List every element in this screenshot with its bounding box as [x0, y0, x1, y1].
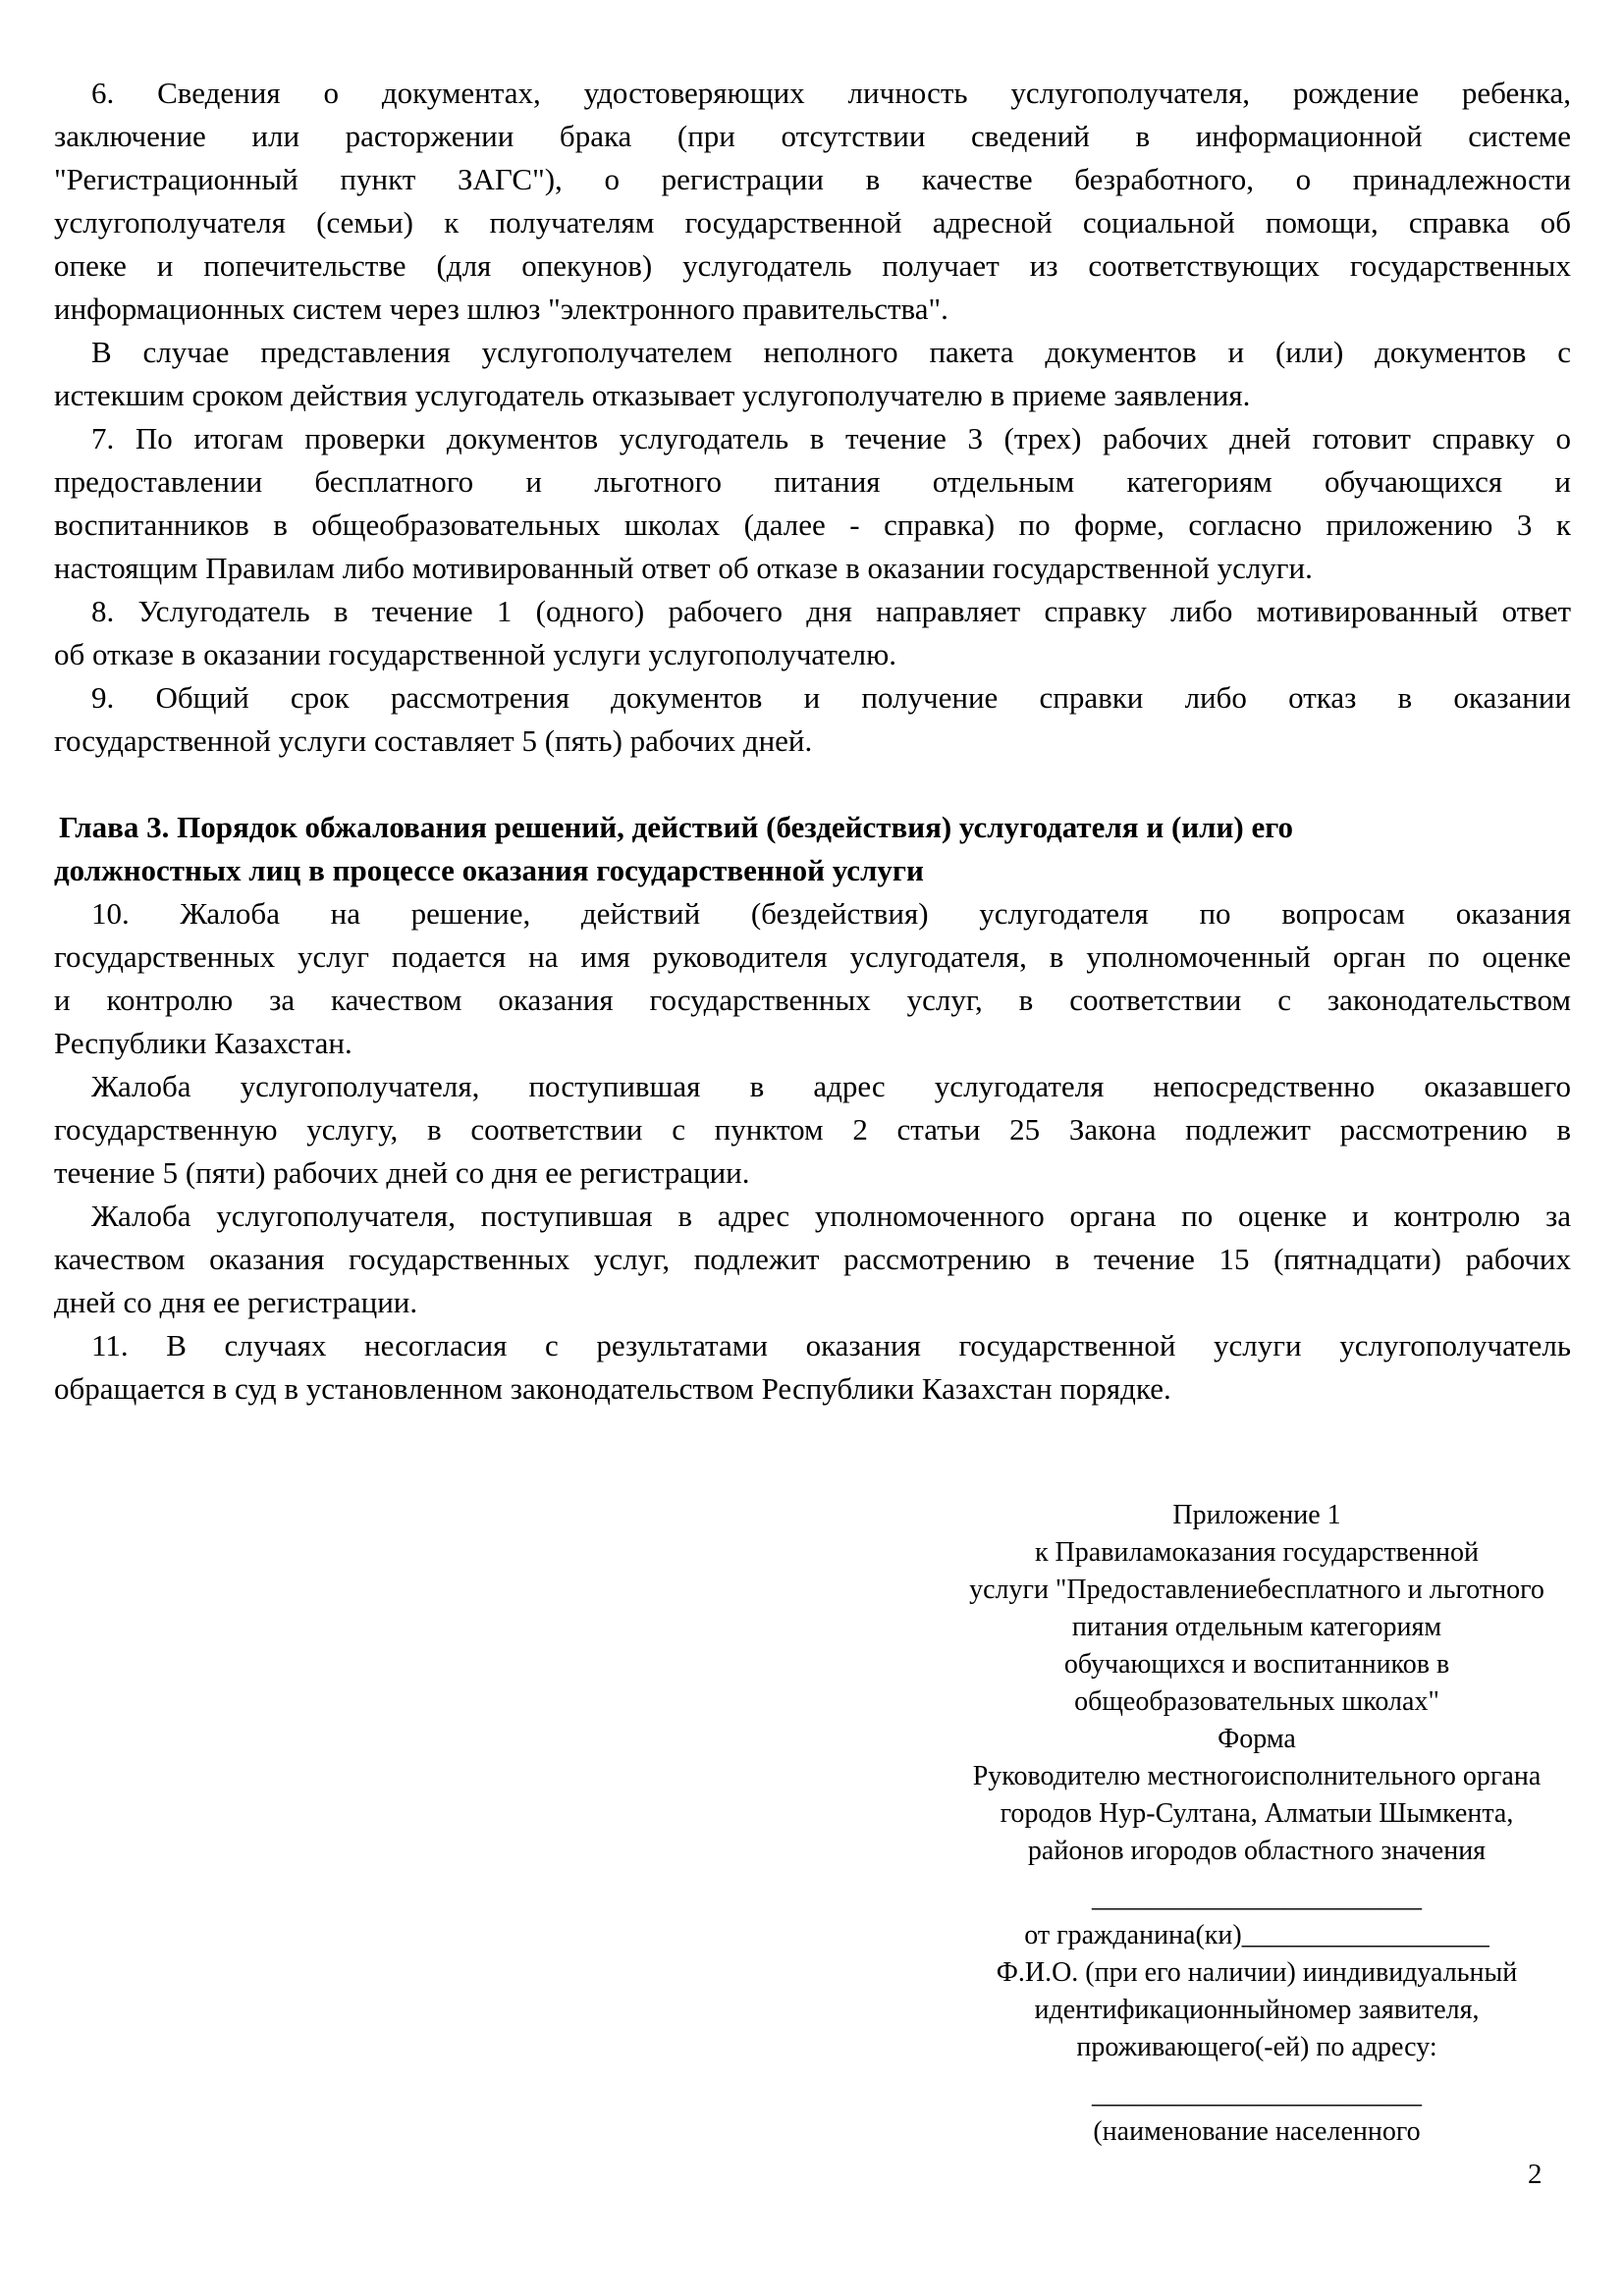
appendix-text-line: от гражданина(ки)__________________ [1024, 1920, 1489, 1950]
paragraph-9 [54, 676, 1571, 763]
text-line: качеством оказания государственных услуг, подлежит рассмотрению в течение 15 (пятнадцати) рабочих [54, 1242, 1571, 1276]
appendix-text-line: обучающихся и воспитанников в [1063, 1649, 1450, 1680]
text-line: услугополучателя (семьи) к получателям государственной адресной социальной помощи, справка об [54, 205, 1571, 240]
text-line: Глава 3. Порядок обжалования решений, действий (бездействия) услугодателя и (или) его [59, 810, 1294, 844]
text-line: Жалоба услугополучателя, поступившая в адрес услугодателя непосредственно оказавшего [91, 1069, 1571, 1103]
appendix-block [962, 1497, 1551, 2151]
text-line: информационных систем через шлюз "электронного правительства". [54, 292, 948, 326]
text-line: государственных услуг подается на имя руководителя услугодателя, в уполномоченный орган по оценке [54, 939, 1571, 974]
appendix-text-line: Ф.И.О. (при его наличии) ииндивидуальный [996, 1957, 1518, 1988]
appendix-text-line: идентификационныйномер заявителя, [1034, 1995, 1480, 2025]
appendix-text-line: услуги "Предоставлениебесплатного и льготного [969, 1575, 1544, 1605]
paragraph-complaint-provider [54, 1065, 1571, 1195]
text-line: предоставлении бесплатного и льготного питания отдельным категориям обучающихся и [54, 464, 1571, 499]
appendix-text-line: Руководителю местногоисполнительного органа [972, 1761, 1542, 1791]
appendix-text-line: к Правиламоказания государственной [1034, 1537, 1480, 1568]
paragraph-8 [54, 590, 1571, 676]
text-line: государственную услугу, в соответствии с пунктом 2 статьи 25 Закона подлежит рассмотрению в [54, 1112, 1571, 1147]
text-line: 11. В случаях несогласия с результатами оказания государственной услуги услугополучатель [91, 1328, 1571, 1362]
appendix-text-line: (наименование населенного [1093, 2116, 1421, 2147]
text-line: настоящим Правилам либо мотивированный ответ об отказе в оказании государственной услуги. [54, 551, 1313, 585]
text-line: 10. Жалоба на решение, действий (бездействия) услугодателя по вопросам оказания [91, 896, 1571, 931]
text-line: государственной услуги составляет 5 (пять) рабочих дней. [54, 723, 813, 758]
text-line: дней со дня ее регистрации. [54, 1285, 418, 1319]
paragraph-10 [54, 892, 1571, 1065]
fill-in-line: ________________________ [1092, 2079, 1422, 2109]
text-line: опеке и попечительстве (для опекунов) услугодатель получает из соответствующих государственных [54, 248, 1571, 283]
text-line: должностных лиц в процессе оказания государственной услуги [54, 853, 924, 887]
paragraph-11 [54, 1324, 1571, 1411]
text-line: об отказе в оказании государственной услуги услугополучателю. [54, 637, 897, 671]
appendix-text-line: районов игородов областного значения [1027, 1836, 1487, 1866]
paragraph-incomplete-package [54, 331, 1571, 417]
paragraph-complaint-authority [54, 1195, 1571, 1324]
appendix-text-line: Форма [1218, 1724, 1296, 1754]
text-line: воспитанников в общеобразовательных школах (далее - справка) по форме, согласно приложению 3 к [54, 507, 1571, 542]
text-line: течение 5 (пяти) рабочих дней со дня ее регистрации. [54, 1155, 750, 1190]
text-line: заключение или расторжении брака (при отсутствии сведений в информационной системе [54, 119, 1571, 153]
appendix-text-line: городов Нур-Султана, Алматыи Шымкента, [1000, 1798, 1514, 1829]
text-line: истекшим сроком действия услугодатель отказывает услугополучателю в приеме заявления. [54, 378, 1251, 412]
text-line: обращается в суд в установленном законодательством Республики Казахстан порядке. [54, 1371, 1171, 1406]
appendix-text-line: питания отдельным категориям [1071, 1612, 1442, 1642]
text-line: "Регистрационный пункт ЗАГС"), о регистрации в качестве безработного, о принадлежности [54, 162, 1571, 196]
appendix-text-line: Приложение 1 [1172, 1500, 1341, 1530]
paragraph-7 [54, 417, 1571, 590]
text-line: 8. Услугодатель в течение 1 (одного) рабочего дня направляет справку либо мотивированный ответ [91, 594, 1571, 628]
appendix-text-line: проживающего(-ей) по адресу: [1076, 2032, 1437, 2062]
main-text [54, 72, 1571, 1411]
page-number: 2 [1528, 2159, 1543, 2190]
text-line: Республики Казахстан. [54, 1026, 352, 1060]
text-line: Жалоба услугополучателя, поступившая в адрес уполномоченного органа по оценке и контролю за [91, 1199, 1571, 1233]
text-line: 9. Общий срок рассмотрения документов и получение справки либо отказ в оказании [91, 680, 1571, 715]
chapter-3-heading [54, 806, 1571, 892]
appendix-text-line: общеобразовательных школах" [1074, 1686, 1439, 1717]
text-line: и контролю за качеством оказания государственных услуг, в соответствии с законодательством [54, 983, 1571, 1017]
fill-in-line: ________________________ [1092, 1883, 1422, 1913]
text-line: 6. Сведения о документах, удостоверяющих личность услугополучателя, рождение ребенка, [91, 76, 1571, 110]
text-line: В случае представления услугополучателем неполного пакета документов и (или) документов с [91, 335, 1571, 369]
text-line: 7. По итогам проверки документов услугодатель в течение 3 (трех) рабочих дней готовит справку о [91, 421, 1571, 455]
paragraph-6 [54, 72, 1571, 331]
